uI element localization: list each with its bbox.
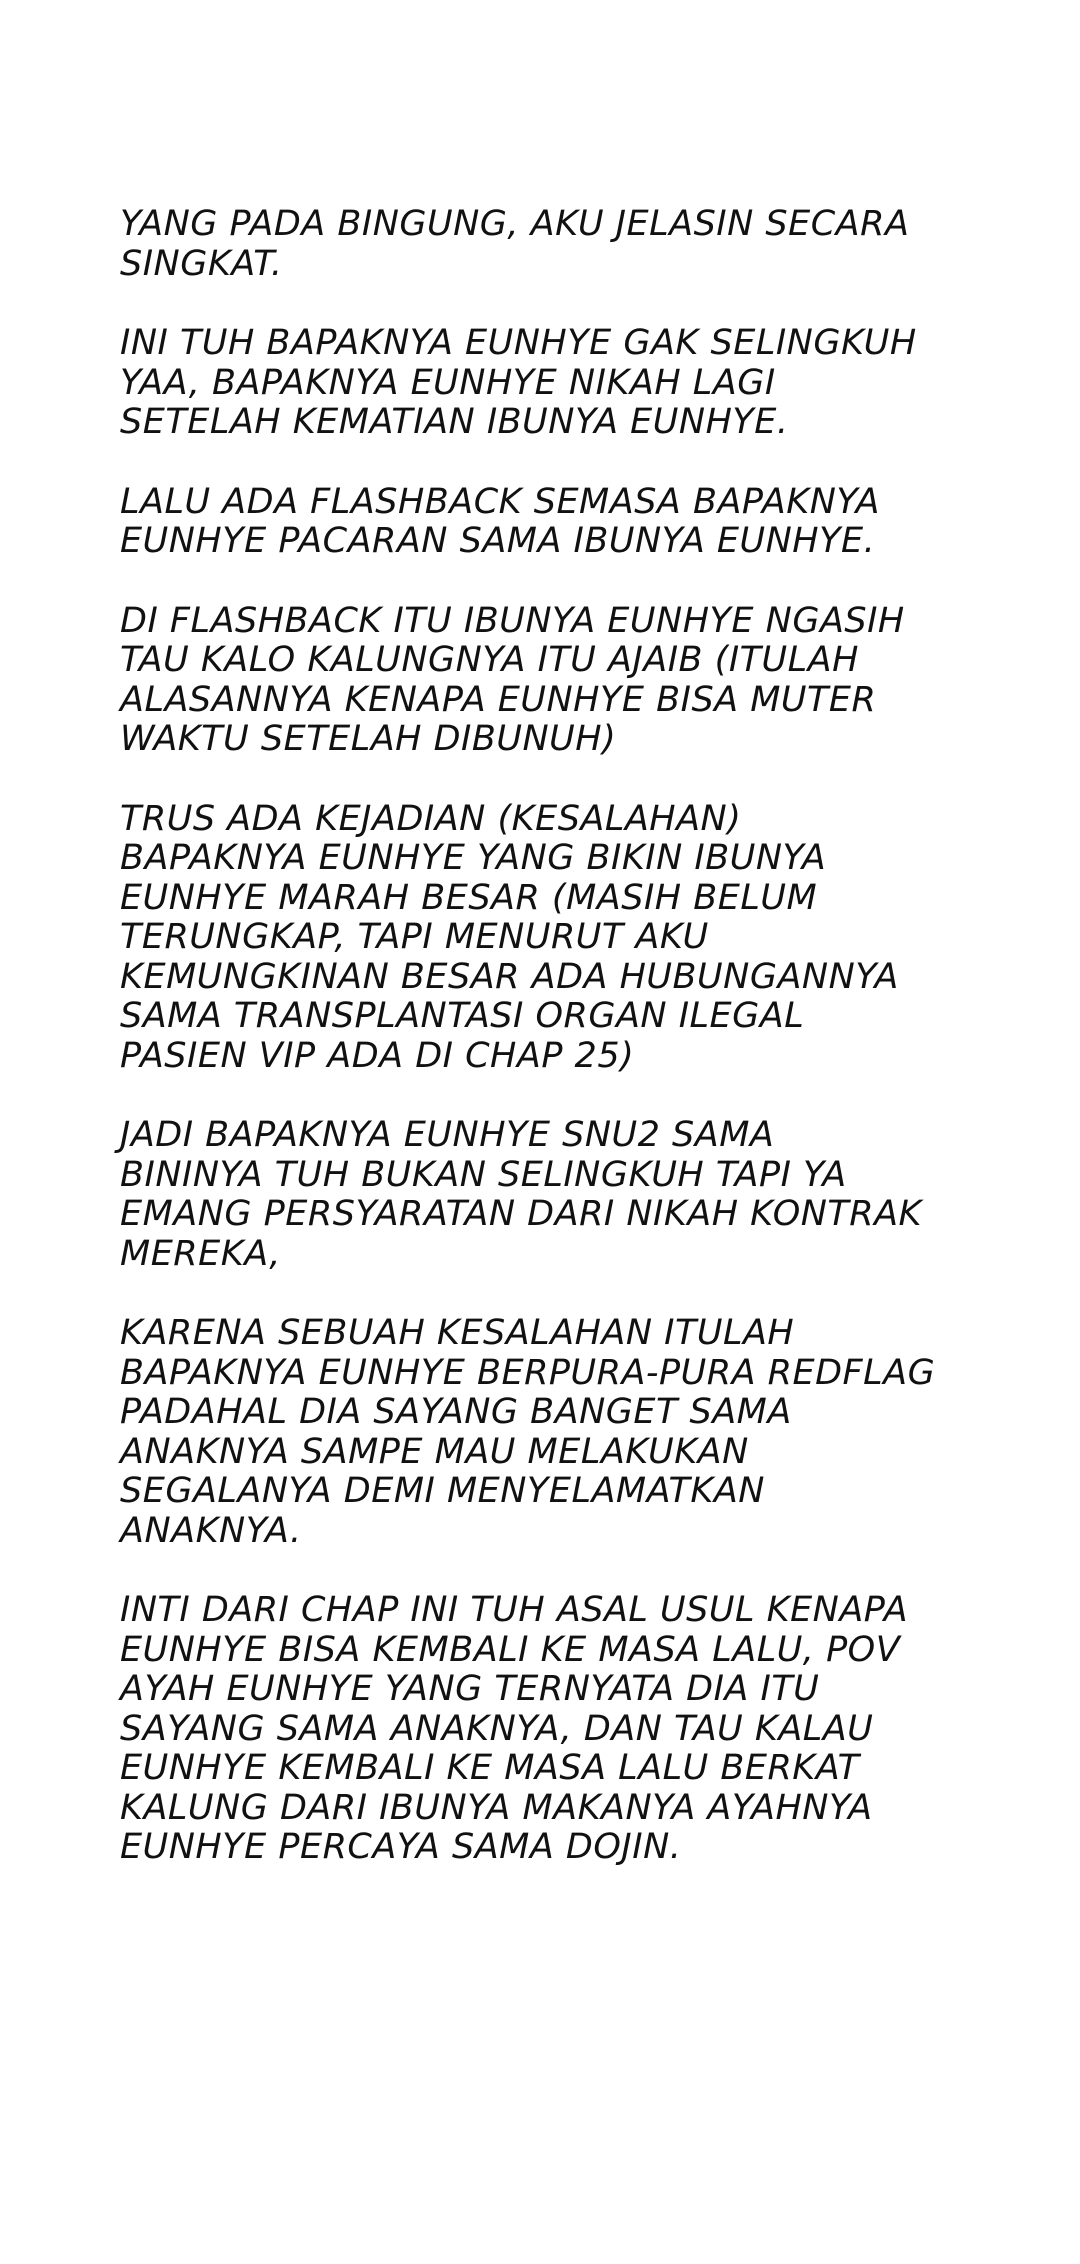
note-paragraph-4: DI FLASHBACK ITU IBUNYA EUNHYE NGASIH TAU KALO KALUNGNYA ITU AJAIB (ITULAH ALASANNYA KENAPA EUNHYE BISA MUTER WAKTU SETELAH DIBUNUH) (120, 600, 905, 759)
note-paragraph-7: KARENA SEBUAH KESALAHAN ITULAH BAPAKNYA EUNHYE BERPURA-PURA REDFLAG PADAHAL DIA SAYANG BANGET SAMA ANAKNYA SAMPE MAU MELAKUKAN SEGALANYA DEMI MENYELAMATKAN ANAKNYA. (120, 1313, 936, 1551)
translator-note (120, 205, 980, 1908)
note-paragraph-5: TRUS ADA KEJADIAN (KESALAHAN) BAPAKNYA EUNHYE YANG BIKIN IBUNYA EUNHYE MARAH BESAR (MASIH BELUM TERUNGKAP, TAPI MENURUT AKU KEMUNGKINAN BESAR ADA HUBUNGANNYA SAMA TRANSPLANTASI ORGAN ILEGAL PASIEN VIP ADA DI CHAP 25) (120, 798, 899, 1076)
note-paragraph-1: YANG PADA BINGUNG, AKU JELASIN SECARA SINGKAT. (120, 204, 910, 284)
note-paragraph-3: LALU ADA FLASHBACK SEMASA BAPAKNYA EUNHYE PACARAN SAMA IBUNYA EUNHYE. (120, 481, 880, 561)
note-paragraph-8: INTI DARI CHAP INI TUH ASAL USUL KENAPA EUNHYE BISA KEMBALI KE MASA LALU, POV AYAH EUNHYE YANG TERNYATA DIA ITU SAYANG SAMA ANAKNYA, DAN TAU KALAU EUNHYE KEMBALI KE MASA LALU BERKAT KALUNG DARI IBUNYA MAKANYA AYAHNYA EUNHYE PERCAYA SAMA DOJIN. (120, 1590, 909, 1867)
note-paragraph-2: INI TUH BAPAKNYA EUNHYE GAK SELINGKUH YAA, BAPAKNYA EUNHYE NIKAH LAGI SETELAH KEMATIAN IBUNYA EUNHYE. (120, 323, 917, 442)
note-paragraph-6: JADI BAPAKNYA EUNHYE SNU2 SAMA BININYA TUH BUKAN SELINGKUH TAPI YA EMANG PERSYARATAN DARI NIKAH KONTRAK MEREKA, (120, 1115, 923, 1274)
